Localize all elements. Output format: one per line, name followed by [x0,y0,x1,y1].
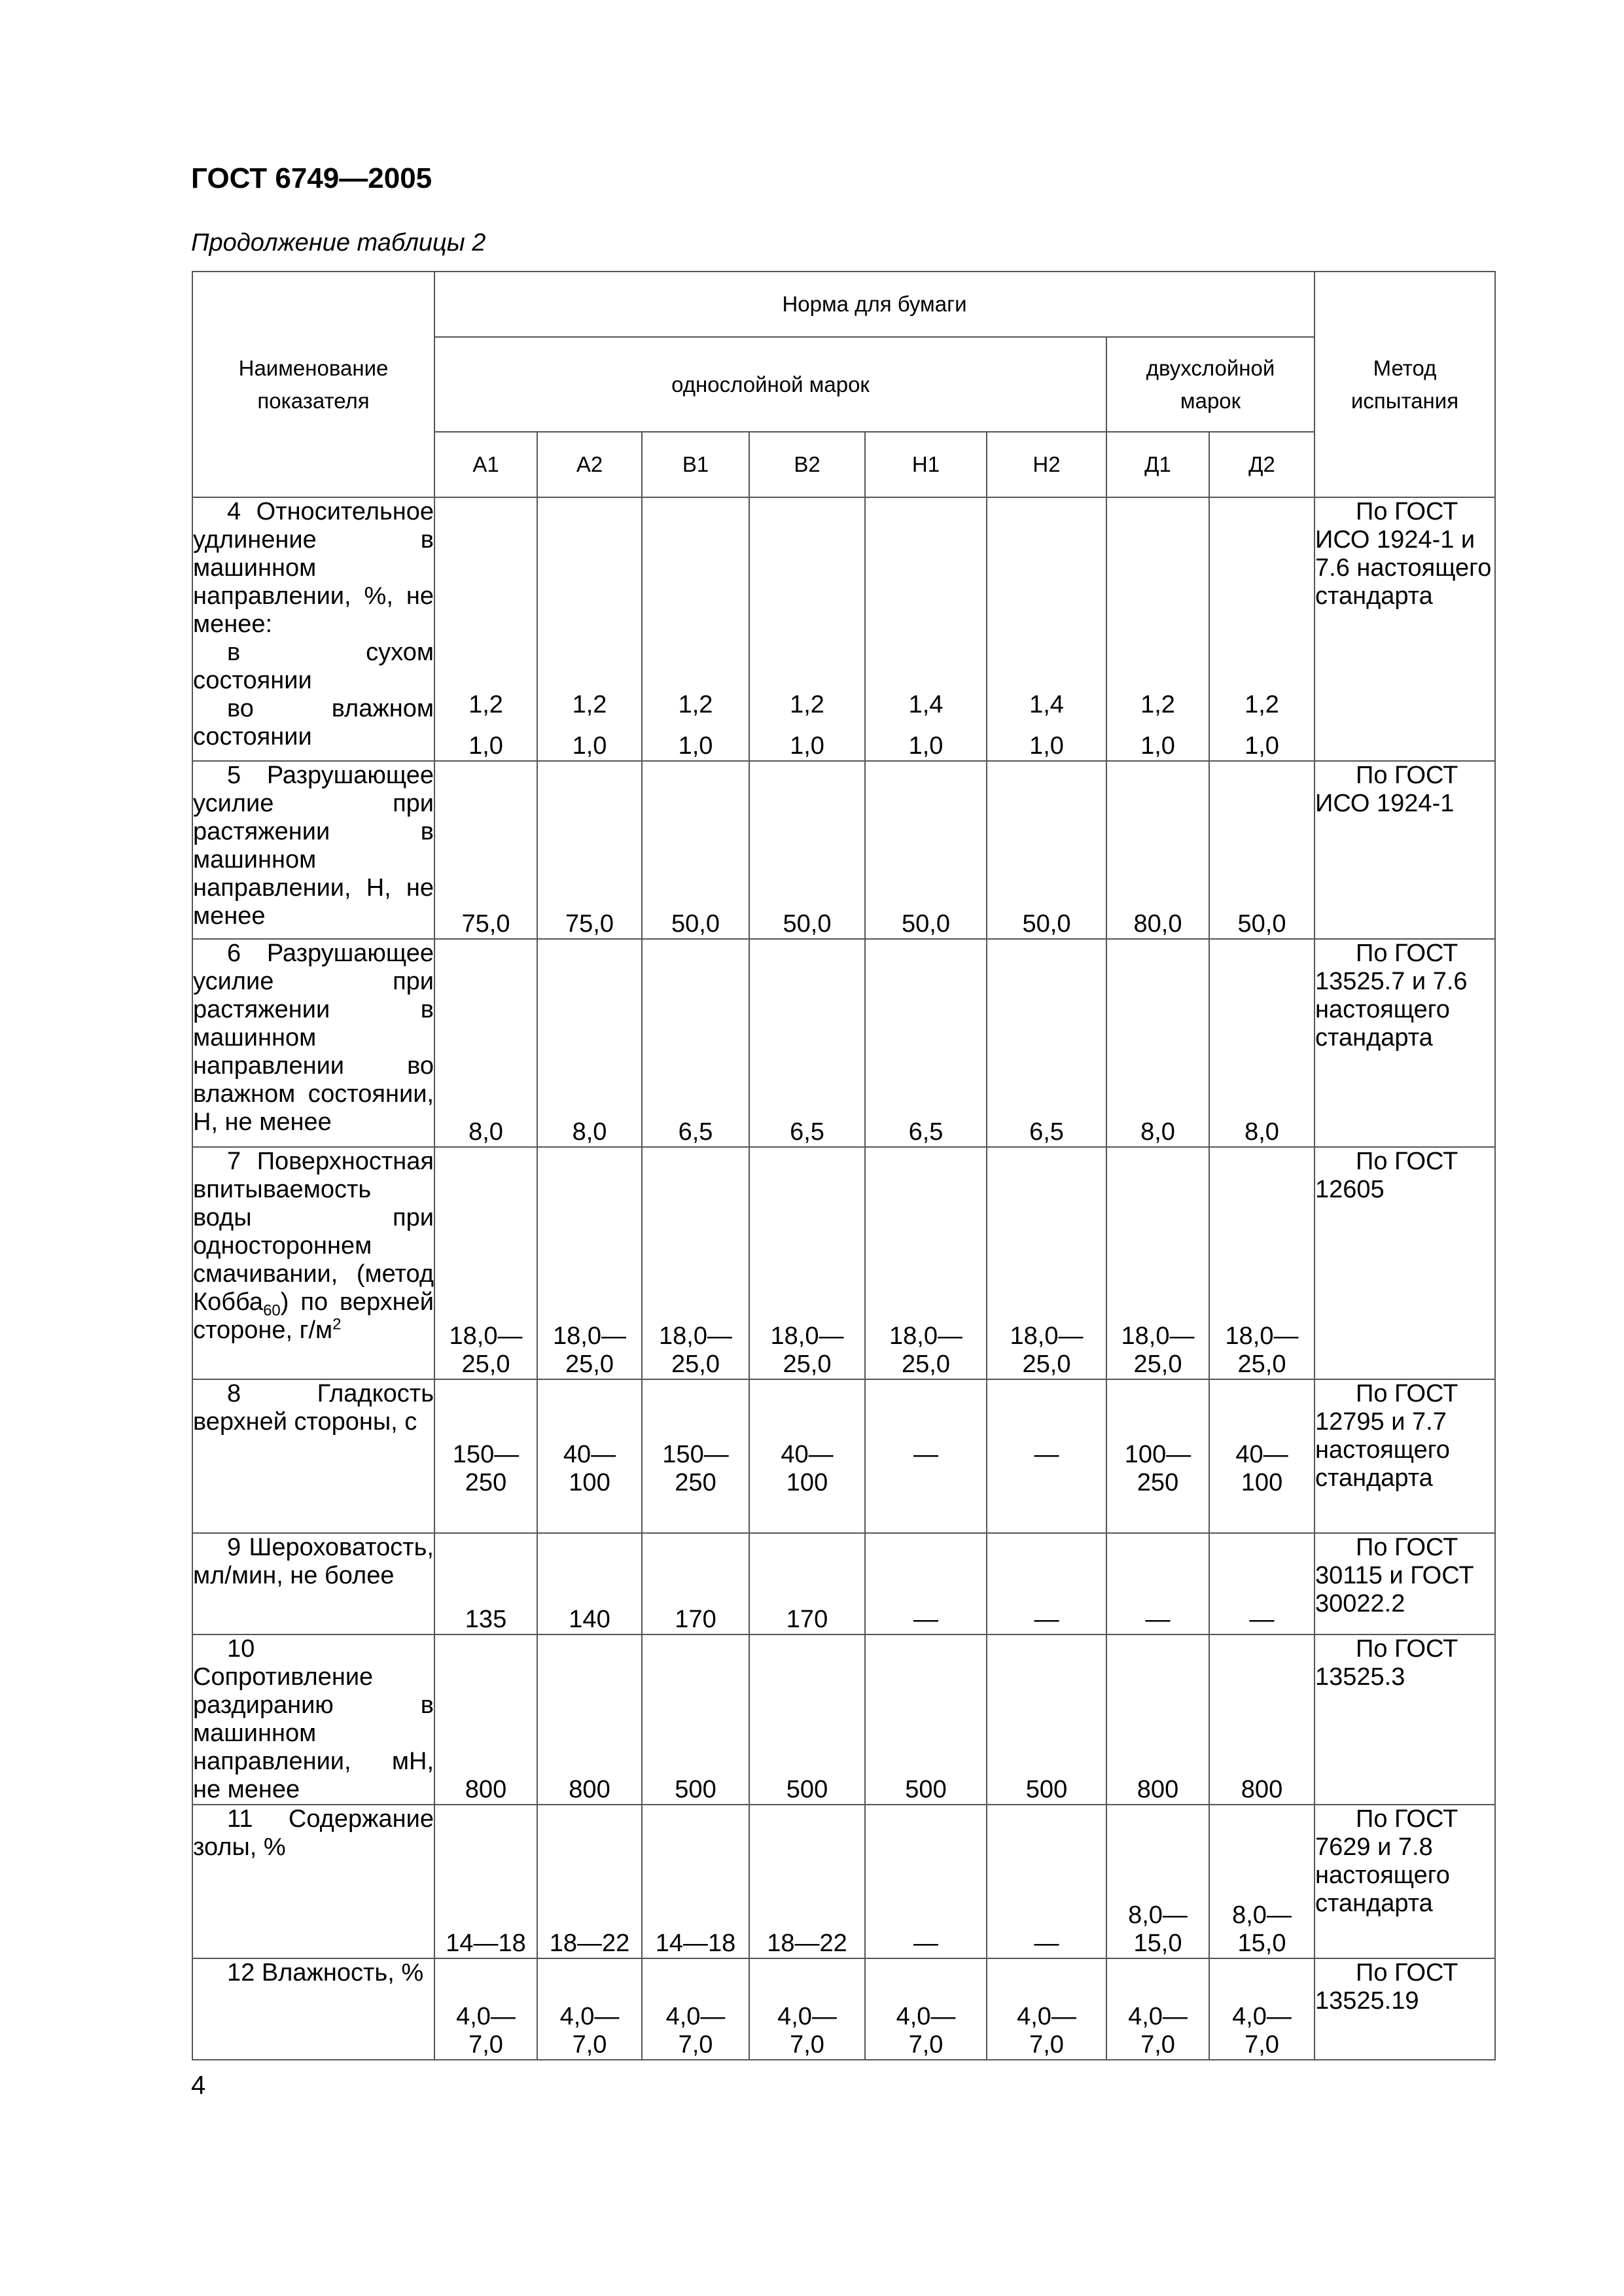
table-row [192,1379,1495,1533]
col-name-header: Наименование показателя [192,272,434,497]
value-cell: 1,2 1,0 [749,497,865,761]
grade-d2: Д2 [1209,432,1315,497]
double-layer-header: двухслойной марок [1106,337,1315,432]
value-cell: 500 [749,1634,865,1805]
value-cell: — [987,1379,1106,1533]
value-cell: 50,0 [987,761,1106,939]
row-name: 11 Содержание золы, % [192,1805,434,1958]
grade-v1: В1 [642,432,749,497]
table-caption: Продолжение таблицы 2 [191,229,486,256]
row-name: 9 Шероховатость, мл/мин, не более [192,1533,434,1634]
method-cell: По ГОСТ 30115 и ГОСТ 30022.2 [1315,1533,1495,1634]
value-cell: 100— 250 [1106,1379,1209,1533]
value-cell: 800 [434,1634,537,1805]
value-cell: 6,5 [987,939,1106,1147]
value-cell: — [987,1533,1106,1634]
value-cell: 8,0 [434,939,537,1147]
value-cell: 50,0 [865,761,987,939]
value-cell: 6,5 [865,939,987,1147]
header-row-1 [192,272,1495,337]
value-cell: 140 [537,1533,642,1634]
value-cell: — [865,1805,987,1958]
value-cell: 14—18 [642,1805,749,1958]
spec-table [192,271,1496,2060]
table-row [192,1805,1495,1958]
value-cell: 1,2 1,0 [537,497,642,761]
value-cell: 170 [749,1533,865,1634]
value-cell: 50,0 [749,761,865,939]
method-cell: По ГОСТ 13525.19 [1315,1958,1495,2060]
method-cell: По ГОСТ ИСО 1924-1 [1315,761,1495,939]
single-layer-header: однослойной марок [434,337,1106,432]
table-row [192,1147,1495,1379]
value-cell: 18—22 [537,1805,642,1958]
value-cell: 18,0— 25,0 [865,1147,987,1379]
col-method-header: Метод испытания [1315,272,1495,497]
value-cell: 4,0— 7,0 [749,1958,865,2060]
value-cell: 150— 250 [434,1379,537,1533]
value-cell: 800 [537,1634,642,1805]
value-cell: — [1209,1533,1315,1634]
value-cell: 6,5 [749,939,865,1147]
method-cell: По ГОСТ 13525.7 и 7.6 настоящего стандарта [1315,939,1495,1147]
table-row [192,761,1495,939]
row-name: 6 Разрушающее усилие при растяжении в машинном направлении во влажном состоянии, Н, не менее [192,939,434,1147]
page-number: 4 [191,2071,206,2100]
value-cell: 4,0— 7,0 [987,1958,1106,2060]
value-cell: 18,0— 25,0 [987,1147,1106,1379]
grade-v2: В2 [749,432,865,497]
row-name: 10 Сопротивление раздиранию в машинном направлении, мН, не менее [193,1635,434,1803]
value-cell: — [865,1533,987,1634]
value-cell: 4,0— 7,0 [434,1958,537,2060]
value-cell: 150— 250 [642,1379,749,1533]
row-name: 4 Относительное удлинение в машинном направлении, %, не менее: в сухом состоянии во влажном состоянии [192,497,434,761]
value-cell: 4,0— 7,0 [537,1958,642,2060]
value-cell: 800 [1106,1634,1209,1805]
value-cell: 1,2 1,0 [1106,497,1209,761]
value-cell: 8,0— 15,0 [1209,1805,1315,1958]
value-cell: 18—22 [749,1805,865,1958]
value-cell: — [865,1379,987,1533]
method-cell: По ГОСТ 7629 и 7.8 настоящего стандарта [1315,1805,1495,1958]
value-cell: 50,0 [642,761,749,939]
grade-a1: А1 [434,432,537,497]
value-cell: 40— 100 [749,1379,865,1533]
value-cell: 8,0— 15,0 [1106,1805,1209,1958]
grade-n1: Н1 [865,432,987,497]
value-cell: 800 [1209,1634,1315,1805]
value-cell: 8,0 [1106,939,1209,1147]
grade-n2: Н2 [987,432,1106,497]
grade-d1: Д1 [1106,432,1209,497]
norm-group-header: Норма для бумаги [434,272,1315,337]
value-cell: 40— 100 [1209,1379,1315,1533]
row-name: 5 Разрушающее усилие при растяжении в машинном направлении, Н, не менее [192,761,434,939]
value-cell: 18,0— 25,0 [1106,1147,1209,1379]
value-cell: 75,0 [434,761,537,939]
grade-a2: А2 [537,432,642,497]
value-cell: 50,0 [1209,761,1315,939]
value-cell: 170 [642,1533,749,1634]
value-cell: 75,0 [537,761,642,939]
value-cell: 4,0— 7,0 [1209,1958,1315,2060]
value-cell: 14—18 [434,1805,537,1958]
method-cell: По ГОСТ 12795 и 7.7 настоящего стандарта [1315,1379,1495,1533]
value-cell: 18,0— 25,0 [1209,1147,1315,1379]
method-cell: По ГОСТ 13525.3 [1315,1634,1495,1805]
value-cell: 80,0 [1106,761,1209,939]
value-cell: — [1106,1533,1209,1634]
value-cell: 500 [987,1634,1106,1805]
value-cell: 135 [434,1533,537,1634]
value-cell: 18,0— 25,0 [537,1147,642,1379]
value-cell: 8,0 [537,939,642,1147]
value-cell: 40— 100 [537,1379,642,1533]
value-cell: 4,0— 7,0 [642,1958,749,2060]
table-row [192,497,1495,761]
value-cell: 4,0— 7,0 [1106,1958,1209,2060]
value-cell: 1,2 1,0 [434,497,537,761]
value-cell: 18,0— 25,0 [749,1147,865,1379]
row-name: 8 Гладкость верхней стороны, с [192,1379,434,1533]
table-row [192,1958,1495,2060]
value-cell: 1,2 1,0 [1209,497,1315,761]
value-cell: 1,2 1,0 [642,497,749,761]
value-cell: 18,0— 25,0 [642,1147,749,1379]
value-cell: 6,5 [642,939,749,1147]
row-name: 7 Поверхностная впитываемость воды при одностороннем смачивании, (метод Кобба$_{60}$) по верхней стороне, $г/м^2$ [192,1147,434,1379]
value-cell: — [987,1805,1106,1958]
method-cell: По ГОСТ ИСО 1924-1 и 7.6 настоящего стандарта [1315,497,1495,761]
table-row [192,1533,1495,1634]
row-name: 12 Влажность, % [192,1958,434,2060]
value-cell: 1,4 1,0 [987,497,1106,761]
value-cell: 4,0— 7,0 [865,1958,987,2060]
value-cell: 8,0 [1209,939,1315,1147]
table-row [192,1634,1495,1805]
standard-title: ГОСТ 6749—2005 [191,162,432,194]
value-cell: 18,0— 25,0 [434,1147,537,1379]
value-cell: 500 [865,1634,987,1805]
table-row [192,939,1495,1147]
value-cell: 500 [642,1634,749,1805]
method-cell: По ГОСТ 12605 [1315,1147,1495,1379]
value-cell: 1,4 1,0 [865,497,987,761]
